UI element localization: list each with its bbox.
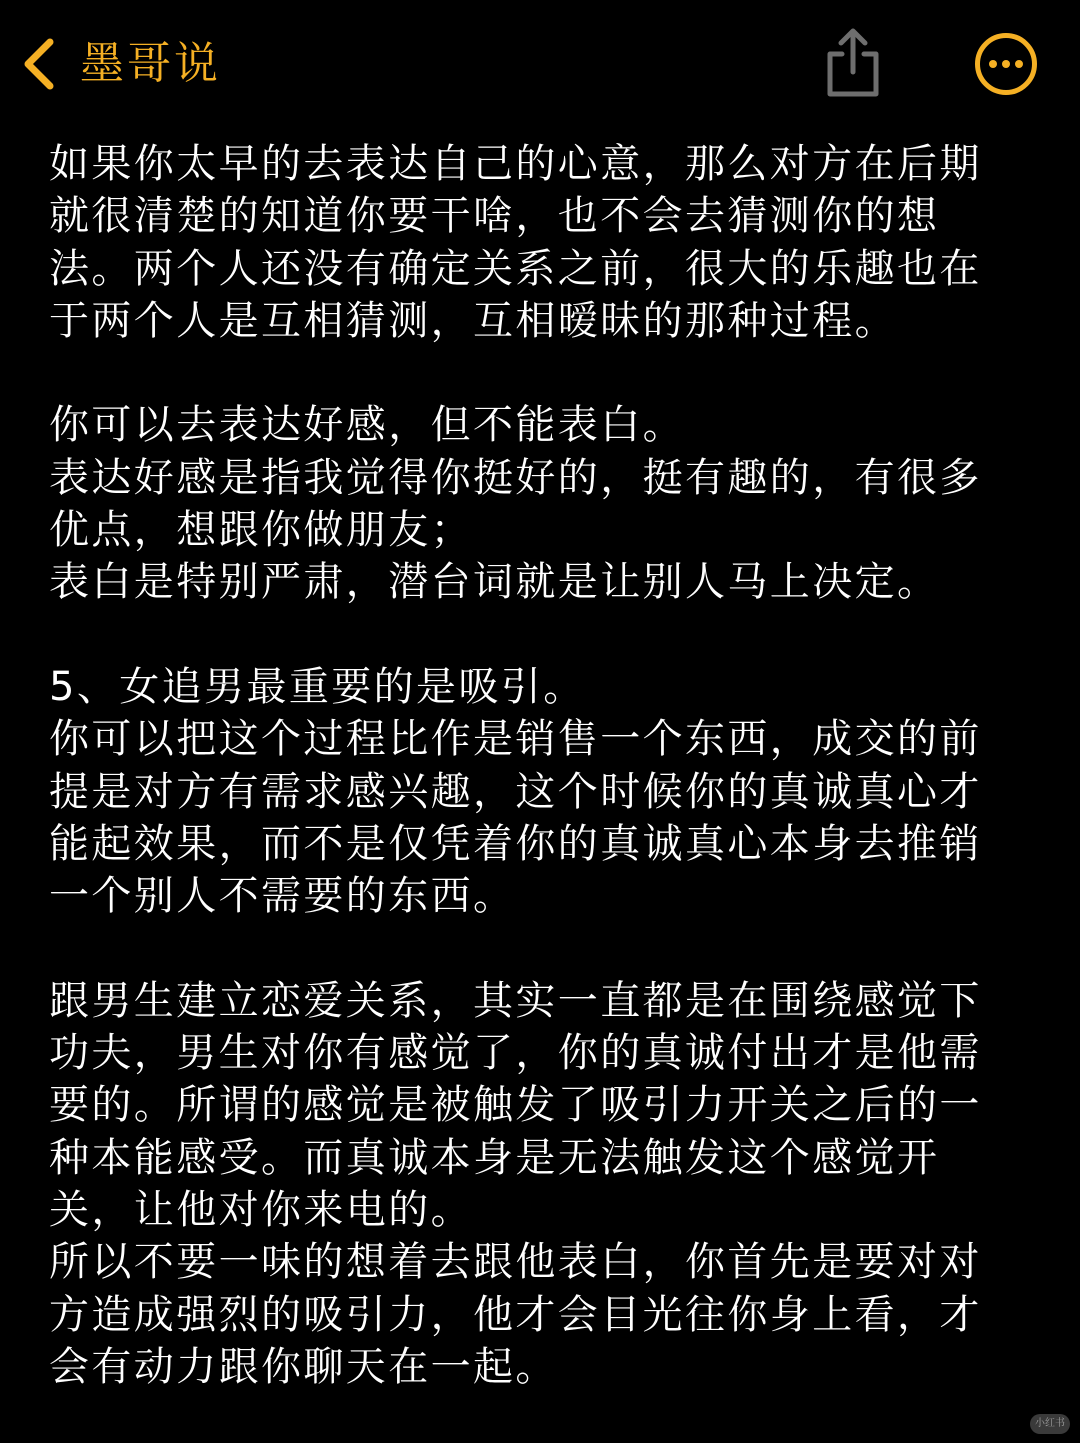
more-button[interactable] <box>974 32 1038 96</box>
body-text-line: 如果你太早的去表达自己的心意，那么对方在后期 <box>49 141 982 187</box>
more-dots-icon <box>974 32 1038 96</box>
body-text-line: 会有动力跟你聊天在一起。 <box>49 1343 558 1390</box>
body-text-line: 就很清楚的知道你要干啥，也不会去猜测你的想 <box>49 193 940 240</box>
share-icon <box>822 26 884 100</box>
body-text-line: 你可以把这个过程比作是销售一个东西，成交的前 <box>49 716 982 763</box>
watermark: 小红书 <box>1030 1414 1070 1434</box>
body-text-line: 种本能感受。而真诚本身是无法触发这个感觉开 <box>49 1134 940 1181</box>
paragraph-gap <box>49 922 1039 974</box>
body-text-line: 于两个人是互相猜测，互相暧昧的那种过程。 <box>49 297 897 344</box>
body-text-line: 你可以去表达好感，但不能表白。 <box>49 402 685 449</box>
body-text-line: 功夫，男生对你有感觉了，你的真诚付出才是他需 <box>49 1030 982 1077</box>
paragraph-gap <box>49 347 1039 399</box>
note-body <box>49 138 1039 1393</box>
body-text-line: 法。两个人还没有确定关系之前，很大的乐趣也在 <box>49 245 982 292</box>
body-text-line: 方造成强烈的吸引力，他才会目光往你身上看，才 <box>49 1291 982 1338</box>
back-button[interactable] <box>18 30 221 98</box>
body-text-line: 跟男生建立恋爱关系，其实一直都是在围绕感觉下 <box>49 977 982 1024</box>
body-text-line: 关，让他对你来电的。 <box>49 1186 473 1233</box>
body-text-line: 5、女追男最重要的是吸引。 <box>49 663 586 710</box>
chevron-left-icon <box>18 36 58 92</box>
body-text-line: 优点，想跟你做朋友； <box>49 507 473 554</box>
body-text-line: 所以不要一味的想着去跟他表白，你首先是要对对 <box>49 1239 982 1286</box>
body-text-line: 能起效果，而不是仅凭着你的真诚真心本身去推销 <box>49 820 982 867</box>
body-text-line: 表白是特别严肃，潜台词就是让别人马上决定。 <box>49 559 940 606</box>
body-text-line: 表达好感是指我觉得你挺好的，挺有趣的，有很多 <box>49 454 982 501</box>
navigation-bar <box>0 0 1080 128</box>
body-text-line: 要的。所谓的感觉是被触发了吸引力开关之后的一 <box>49 1082 982 1129</box>
body-text-line: 一个别人不需要的东西。 <box>49 873 516 920</box>
paragraph-gap <box>49 609 1039 661</box>
share-button[interactable] <box>822 26 884 100</box>
body-text-line: 提是对方有需求感兴趣，这个时候你的真诚真心才 <box>49 768 982 815</box>
nav-title: 墨哥说 <box>80 38 221 89</box>
